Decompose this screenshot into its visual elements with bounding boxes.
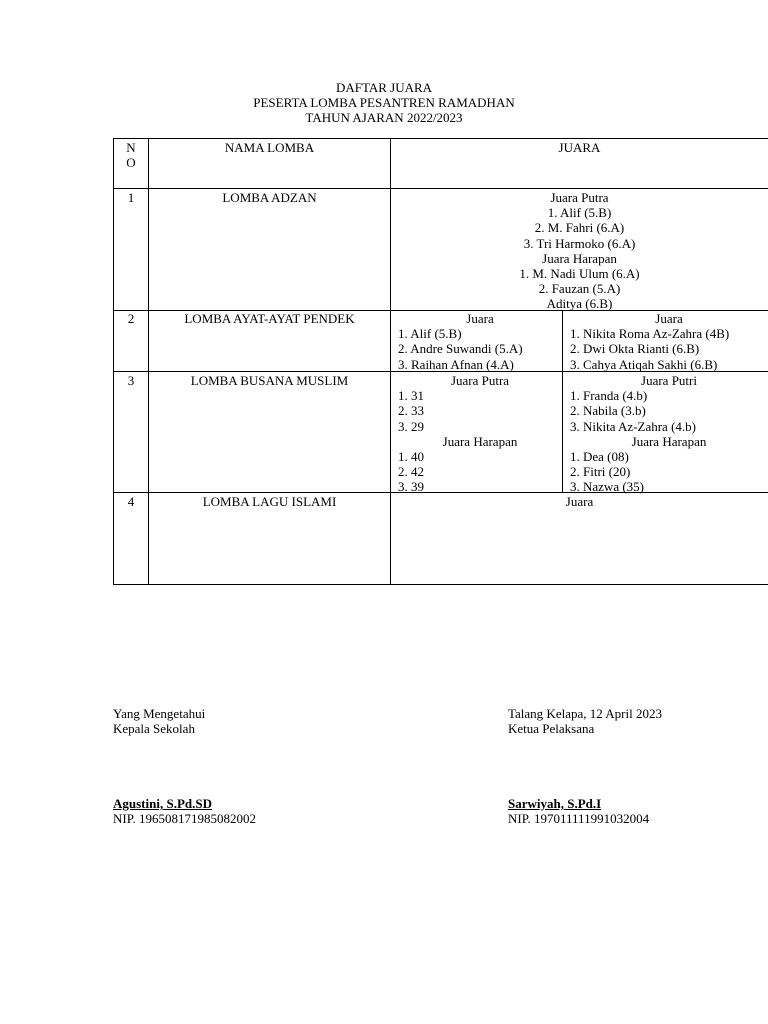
table-border-bottom bbox=[113, 584, 768, 585]
row-no: 4 bbox=[127, 494, 135, 509]
row-4-no bbox=[114, 494, 148, 509]
sub-header: Juara bbox=[655, 311, 683, 326]
signature-right-name bbox=[508, 796, 649, 826]
list-item: 3. Tri Harmoko (6.A) bbox=[523, 235, 636, 251]
table-subcol-divider bbox=[562, 310, 563, 493]
list-item: 3. Nikita Az-Zahra (4.b) bbox=[570, 418, 696, 434]
list-item: 2. Fauzan (5.A) bbox=[538, 281, 621, 297]
list-item: 1. Alif (5.B) bbox=[547, 205, 612, 221]
list-item: Juara Putra bbox=[550, 190, 609, 205]
title-line-1: DAFTAR JUARA bbox=[335, 80, 433, 95]
row-1-nama bbox=[149, 190, 390, 205]
header-no-line-2: O bbox=[126, 155, 136, 171]
sub-header: Juara Putri bbox=[641, 373, 697, 388]
list-item: 1. 40 bbox=[398, 448, 424, 464]
row-3-juara-right bbox=[570, 373, 768, 495]
sub-header: Juara Harapan bbox=[631, 433, 707, 449]
row-no: 1 bbox=[127, 190, 135, 205]
header-nama-label: NAMA LOMBA bbox=[224, 140, 315, 155]
sub-header: Juara Putra bbox=[450, 373, 510, 388]
list-item: 1. Alif (5.B) bbox=[398, 326, 462, 342]
list-item: 2. 42 bbox=[398, 464, 424, 480]
title-line-3: TAHUN AJARAN 2022/2023 bbox=[305, 110, 463, 125]
signatory-name: Sarwiyah, S.Pd.I bbox=[508, 796, 602, 811]
signatory-nip: NIP. 197011111991032004 bbox=[508, 811, 650, 827]
list-item: 2. 33 bbox=[398, 403, 424, 419]
signature-left-name bbox=[113, 796, 256, 826]
row-4-juara bbox=[391, 494, 768, 509]
signatory-name: Agustini, S.Pd.SD bbox=[113, 796, 212, 811]
sub-header: Juara bbox=[565, 494, 594, 509]
row-1-juara bbox=[391, 190, 768, 312]
list-item: 1. Dea (08) bbox=[570, 448, 629, 464]
list-item: 1. 31 bbox=[398, 388, 424, 404]
title-line-2: PESERTA LOMBA PESANTREN RAMADHAN bbox=[253, 95, 515, 110]
competition-name: LOMBA BUSANA MUSLIM bbox=[190, 373, 349, 388]
header-nama-lomba bbox=[149, 140, 390, 155]
list-item: 2. Fitri (20) bbox=[570, 464, 631, 480]
row-2-nama bbox=[149, 311, 390, 326]
header-juara-label: JUARA bbox=[558, 140, 601, 155]
signatory-nip: NIP. 196508171985082002 bbox=[113, 811, 257, 827]
list-item: 2. Andre Suwandi (5.A) bbox=[398, 341, 523, 357]
row-no: 3 bbox=[127, 373, 135, 388]
competition-name: LOMBA LAGU ISLAMI bbox=[202, 494, 337, 509]
table-border-top bbox=[113, 138, 768, 139]
header-no-line-1: N bbox=[126, 140, 136, 155]
list-item: 1. M. Nadi Ulum (6.A) bbox=[519, 265, 640, 281]
row-3-no bbox=[114, 373, 148, 388]
signature-title: Kepala Sekolah bbox=[113, 721, 195, 737]
row-3-nama bbox=[149, 373, 390, 388]
list-item: 1. Franda (4.b) bbox=[570, 388, 648, 404]
list-item: 2. Nabila (3.b) bbox=[570, 403, 646, 419]
table-row-divider bbox=[113, 188, 768, 189]
list-item: 2. Dwi Okta Rianti (6.B) bbox=[570, 341, 700, 357]
row-4-nama bbox=[149, 494, 390, 509]
list-item: 2. M. Fahri (6.A) bbox=[534, 220, 625, 236]
list-item: 3. Cahya Atiqah Sakhi (6.B) bbox=[570, 356, 718, 372]
signature-role-line: Yang Mengetahui bbox=[113, 706, 206, 721]
row-2-no bbox=[114, 311, 148, 326]
list-item: 3. Raihan Afnan (4.A) bbox=[398, 356, 514, 372]
list-item: 1. Nikita Roma Az-Zahra (4B) bbox=[570, 326, 730, 342]
row-1-no bbox=[114, 190, 148, 205]
competition-name: LOMBA AYAT-AYAT PENDEK bbox=[184, 311, 355, 326]
place-date: Talang Kelapa, 12 April 2023 bbox=[508, 706, 662, 721]
row-no: 2 bbox=[127, 311, 135, 326]
signature-left bbox=[113, 706, 205, 736]
sub-header: Juara Harapan bbox=[442, 433, 518, 449]
competition-name: LOMBA ADZAN bbox=[222, 190, 317, 205]
list-item: 3. 39 bbox=[398, 479, 424, 495]
list-item: Aditya (6.B) bbox=[546, 296, 613, 312]
signature-right bbox=[508, 706, 662, 736]
list-item: Juara Harapan bbox=[542, 250, 617, 266]
header-juara bbox=[391, 140, 768, 155]
list-item: 3. 29 bbox=[398, 418, 424, 434]
row-2-juara-right bbox=[570, 311, 768, 372]
sub-header: Juara bbox=[466, 311, 494, 326]
signature-title: Ketua Pelaksana bbox=[508, 721, 595, 737]
row-3-juara-left bbox=[398, 373, 562, 495]
header-no bbox=[114, 140, 148, 170]
row-2-juara-left bbox=[398, 311, 562, 372]
list-item: 3. Nazwa (35) bbox=[570, 479, 644, 495]
